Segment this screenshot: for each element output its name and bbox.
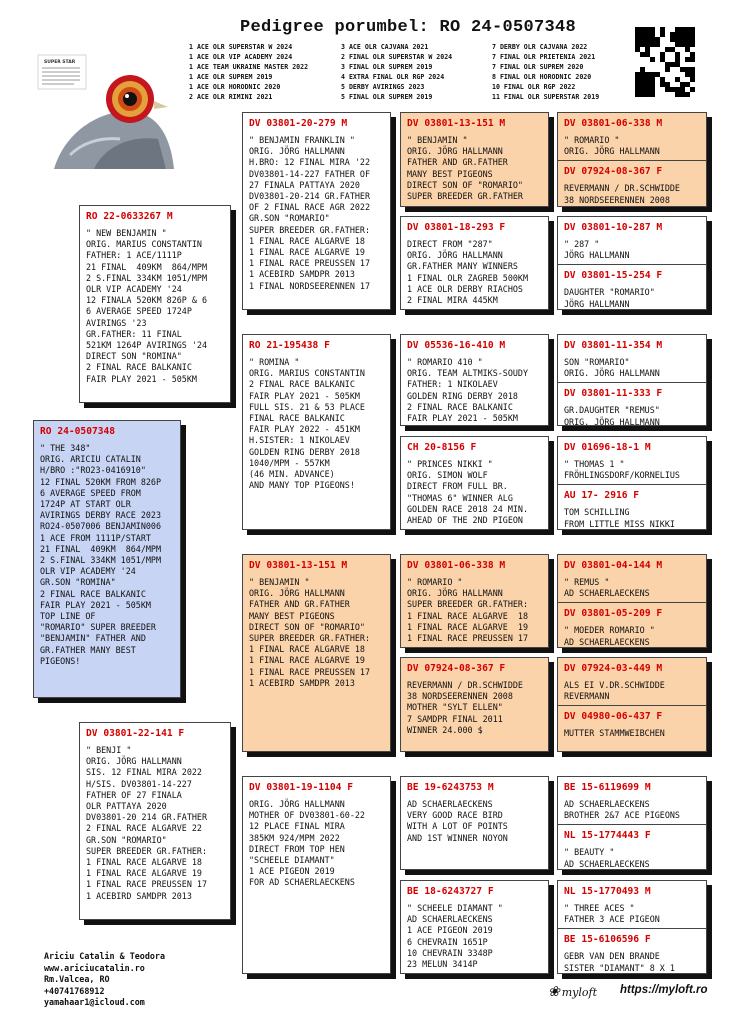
pigeon-card-pair-3	[557, 334, 707, 426]
pigeon-info: " 287 " JÖRG HALLMANN	[564, 239, 630, 261]
pigeon-info: GEBR VAN DEN BRANDE SISTER "DIAMANT" 8 X 1	[564, 951, 675, 973]
achievement-line: 10 FINAL OLR RGP 2022	[492, 82, 576, 91]
achievement-line: 5 DERBY AVIRINGS 2023	[341, 82, 425, 91]
myloft-brand	[548, 984, 597, 1000]
pigeon-card-dsd	[400, 657, 549, 752]
pigeon-card-dam	[79, 722, 231, 920]
ring-number: DV 03801-06-338 M	[407, 560, 506, 571]
ring-number: BE 15-6106596 F	[564, 934, 651, 946]
ring-number: RO 21-195438 F	[249, 340, 330, 351]
logo-text: SUPER STAR	[44, 60, 76, 65]
ring-number: DV 07924-08-367 F	[407, 663, 506, 674]
pigeon-info: MUTTER STAMMWEIBCHEN	[564, 728, 665, 739]
pigeon-info: " PRINCES NIKKI " ORIG. SIMON WOLF DIRECT FROM FULL BR. "THOMAS 6" WINNER ALG GOLDEN RACE 2018 24 MIN. AHEAD OF THE 2ND PIGEON	[407, 459, 529, 526]
pigeon-card-dds	[400, 776, 549, 870]
website-link[interactable]: www.ariciucatalin.ro	[44, 962, 145, 973]
achievement-line: 5 FINAL OLR SUPREM 2019	[341, 92, 433, 101]
pigeon-info: AD SCHAERLAECKENS BROTHER 2&7 ACE PIGEONS	[564, 799, 680, 821]
pigeon-info: " BENJAMIN FRANKLIN " ORIG. JÖRG HALLMANN H.BRO: 12 FINAL MIRA '22 DV03801-14-227 FATHER OF 27 FINALA PATTAYA 2020 DV03801-20-214 GR.FATHER OF 2 FINAL RACE AGR 2022 GR.SON "ROMARIO" SUPER BREEDER GR.FATHER: 1 FINAL RACE ALGARVE 18 1 FINAL RACE ALGARVE 19 1 FINAL RACE PREUSSEN 17 1 ACEBIRD SAMDPR 2013 1 FINAL NORDSEERENNEN 17	[249, 135, 371, 291]
pigeon-info: " BEAUTY " AD SCHAERLAECKENS	[564, 847, 650, 869]
pigeon-card-main	[33, 420, 181, 698]
pigeon-info: ALS EI V.DR.SCHWIDDE REVERMANN	[564, 680, 665, 702]
ring-number: BE 18-6243727 F	[407, 886, 494, 897]
pigeon-info: DIRECT FROM "287" ORIG. JÖRG HALLMANN GR.FATHER MANY WINNERS 1 FINAL OLR ZAGREB 500KM 1 ACE OLR DERBY RIACHOS 2 FINAL MIRA 445KM	[407, 239, 529, 306]
pigeon-card-sire-sire	[242, 112, 391, 310]
pigeon-card-dam-dam	[242, 776, 391, 974]
ring-number: DV 05536-16-410 M	[407, 340, 506, 351]
pigeon-info: AD SCHAERLAECKENS VERY GOOD RACE BIRD WITH A LOT OF POINTS AND 1ST WINNER NOYON	[407, 799, 508, 843]
pigeon-info: " NEW BENJAMIN " ORIG. MARIUS CONSTANTIN FATHER: 1 ACE/1111P 21 FINAL 409KM 864/MPM 2 S.FINAL 334KM 1051/MPM OLR VIP ACADEMY '24 12 FINALA 520KM 826P & 6 6 AVERAGE SPEED 1724P AVIRINGS '23 GR.FATHER: 11 FINAL 521KM 1264P AVIRINGS '24 DIRECT SON "ROMINA" 2 FINAL RACE BALKANIC FAIR PLAY 2021 - 505KM	[86, 228, 208, 384]
ring-number: RO 24-0507348	[40, 426, 116, 437]
achievement-line: 2 ACE OLR RIMINI 2021	[189, 92, 273, 101]
pigeon-info: " MOEDER ROMARIO " AD SCHAERLAECKENS	[564, 625, 655, 647]
ring-number: RO 22-0633267 M	[86, 211, 173, 222]
ring-number: DV 03801-15-254 F	[564, 270, 663, 282]
pigeon-card-pair-2	[557, 216, 707, 310]
ring-number: DV 03801-04-144 M	[564, 560, 663, 571]
pigeon-info: REVERMANN / DR.SCHWIDDE 38 NORDSEERENNEN 2008	[564, 183, 680, 205]
ring-number: CH 20-8156 F	[407, 442, 477, 453]
achievement-line: 7 FINAL OLR PRIETENIA 2021	[492, 52, 596, 61]
pigeon-info: " ROMINA " ORIG. MARIUS CONSTANTIN 2 FINAL RACE BALKANIC FAIR PLAY 2021 - 505KM FULL SIS. 21 & 53 PLACE FINAL RACE BALKANIC FAIR PLAY 2022 - 451KM H.SISTER: 1 NIKOLAEV GOLDEN RING DERBY 2018 1040/MPM - 557KM (46 MIN. ADVANCE) AND MANY TOP PIGEONS!	[249, 357, 365, 491]
pigeon-info: REVERMANN / DR.SCHWIDDE 38 NORDSEERENNEN 2008 MOTHER "SYLT ELLEN" 7 SAMDPR FINAL 2011 WINNER 24.000 $	[407, 680, 523, 735]
email-address[interactable]: yamahaar1@icloud.com	[44, 997, 145, 1008]
ring-number: DV 03801-19-1104 F	[249, 782, 353, 793]
pigeon-card-sss	[400, 112, 549, 207]
pigeon-info: " ROMARIO " ORIG. JÖRG HALLMANN SUPER BREEDER GR.FATHER: 1 FINAL RACE ALGARVE 18 1 FINAL RACE ALGARVE 19 1 FINAL RACE PREUSSEN 17	[407, 577, 529, 644]
pigeon-card-sire	[79, 205, 231, 403]
ring-number: DV 03801-11-333 F	[564, 388, 663, 400]
breeder-name: Ariciu Catalin & Teodora	[44, 951, 166, 961]
ring-number: DV 01696-18-1 M	[564, 442, 651, 453]
ring-number: BE 19-6243753 M	[407, 782, 494, 793]
achievement-line: 1 ACE OLR VIP ACADEMY 2024	[189, 52, 293, 61]
ring-number: BE 15-6119699 M	[564, 782, 651, 793]
pigeon-card-dss	[400, 554, 549, 648]
pigeon-card-pair-5	[557, 554, 707, 648]
pigeon-info: " THE 348" ORIG. ARICIU CATALIN H/BRO :"RO23-0416910" 12 FINAL 520KM FROM 826P 6 AVERAGE SPEED FROM 1724P AT START OLR AVIRINGS DERBY RACE 2023 RO24-0507006 BENJAMIN006 1 ACE FROM 1111P/START 21 FINAL 409KM 864/MPM 2 S.FINAL 334KM 1051/MPM OLR VIP ACADEMY '24 GR.SON "ROMINA" 2 FINAL RACE BALKANIC FAIR PLAY 2021 - 505KM TOP LINE OF "ROMARIO" SUPER BREEDER "BENJAMIN" FATHER AND GR.FATHER MANY BEST PIGEONS!	[40, 443, 162, 666]
pigeon-info: GR.DAUGHTER "REMUS" ORIG. JÖRG HALLMANN	[564, 405, 660, 426]
ring-number: DV 03801-22-141 F	[86, 728, 185, 739]
pigeon-info: " THREE ACES " FATHER 3 ACE PIGEON	[564, 903, 660, 925]
pigeon-info: " REMUS " AD SCHAERLAECKENS	[564, 577, 650, 599]
pigeon-card-pair-1	[557, 112, 707, 207]
ring-number: NL 15-1774443 F	[564, 830, 651, 842]
ring-number: DV 03801-05-209 F	[564, 608, 663, 620]
achievement-line: 8 FINAL OLR HORODNIC 2020	[492, 72, 592, 81]
pigeon-card-ddd	[400, 880, 549, 974]
pigeon-card-sdd	[400, 436, 549, 530]
pigeon-card-pair-7	[557, 776, 707, 870]
pigeon-card-sire-dam	[242, 334, 391, 530]
ring-number: DV 03801-20-279 M	[249, 118, 348, 129]
pigeon-card-pair-8	[557, 880, 707, 974]
ring-number: DV 03801-13-151 M	[407, 118, 506, 129]
pigeon-card-pair-4	[557, 436, 707, 530]
pigeon-info: TOM SCHILLING FROM LITTLE MISS NIKKI	[564, 507, 675, 529]
achievement-line: 1 ACE TEAM UKRAINE MASTER 2022	[189, 62, 309, 71]
ring-number: DV 03801-18-293 F	[407, 222, 506, 233]
ring-number: DV 03801-11-354 M	[564, 340, 663, 351]
myloft-brand-text: myloft	[561, 986, 598, 999]
pigeon-info: " BENJAMIN " ORIG. JÖRG HALLMANN FATHER AND GR.FATHER MANY BEST PIGEONS DIRECT SON OF "ROMARIO" SUPER BREEDER GR.FATHER: 1 FINAL RACE ALGARVE 18 1 FINAL RACE ALGARVE 19 1 FINAL RACE PREUSSEN 17 1 ACEBIRD SAMDPR 2013	[249, 577, 371, 688]
ring-number: AU 17- 2916 F	[564, 490, 640, 502]
pigeon-info: SON "ROMARIO" ORIG. JÖRG HALLMANN	[564, 357, 660, 379]
myloft-wing-icon: ❀	[548, 984, 560, 1000]
pigeon-info: " BENJAMIN " ORIG. JÖRG HALLMANN FATHER AND GR.FATHER MANY BEST PIGEONS DIRECT SON OF "ROMARIO" SUPER BREEDER GR.FATHER	[407, 135, 523, 202]
pigeon-card-dam-sire	[242, 554, 391, 752]
achievements-col2	[341, 43, 452, 102]
pigeon-info: " SCHEELE DIAMANT " AD SCHAERLAECKENS 1 ACE PIGEON 2019 6 CHEVRAIN 1651P 10 CHEVRAIN 3348P 23 MELUN 3414P	[407, 903, 503, 970]
ring-number: DV 04980-06-437 F	[564, 711, 663, 723]
pigeon-info: " ROMARIO 410 " ORIG. TEAM ALTMIKS-SOUDY FATHER: 1 NIKOLAEV GOLDEN RING DERBY 2018 2 FINAL RACE BALKANIC FAIR PLAY 2021 - 505KM	[407, 357, 529, 424]
ring-number: DV 03801-13-151 M	[249, 560, 348, 571]
contact-info	[44, 951, 165, 1009]
achievement-line: 7 FINAL OLR SUPREM 2020	[492, 62, 584, 71]
pigeon-info: DAUGHTER "ROMARIO" JÖRG HALLMANN	[564, 287, 655, 309]
pigeon-info: " THOMAS 1 " FRÖHLINGSDORF/KORNELIUS	[564, 459, 680, 481]
ring-number: DV 07924-08-367 F	[564, 166, 663, 178]
achievement-line: 1 ACE OLR SUPERSTAR W 2024	[189, 43, 293, 51]
achievement-line: 7 DERBY OLR CAJVANA 2022	[492, 43, 588, 51]
ring-number: DV 07924-03-449 M	[564, 663, 663, 674]
phone-number[interactable]: +40741768912	[44, 985, 105, 996]
achievements-col3	[492, 43, 599, 102]
pigeon-card-ssd	[400, 216, 549, 310]
achievement-line: 11 FINAL OLR SUPERSTAR 2019	[492, 92, 600, 101]
achievements-col1	[189, 43, 308, 102]
page-title: Pedigree porumbel: RO 24-0507348	[239, 18, 577, 37]
achievement-line: 3 ACE OLR CAJVANA 2021	[341, 43, 429, 51]
achievement-line: 2 FINAL OLR SUPERSTAR W 2024	[341, 52, 453, 61]
achievement-line: 1 ACE OLR SUPREM 2019	[189, 72, 273, 81]
pigeon-info: ORIG. JÖRG HALLMANN MOTHER OF DV03801-60-22 12 PLACE FINAL MIRA 385KM 924/MPM 2022 DIRECT FROM TOP HEN "SCHEELE DIAMANT" 1 ACE PIGEON 2019 FOR AD SCHAERLAECKENS	[249, 799, 365, 888]
ring-number: DV 03801-06-338 M	[564, 118, 663, 129]
myloft-site-link[interactable]: https://myloft.ro	[620, 984, 708, 996]
location: Rm.Valcea, RO	[44, 974, 110, 985]
achievement-line: 1 ACE OLR HORODNIC 2020	[189, 82, 281, 91]
achievement-line: 3 FINAL OLR SUPREM 2019	[341, 62, 433, 71]
achievement-line: 4 EXTRA FINAL OLR RGP 2024	[341, 72, 445, 81]
ring-number: NL 15-1770493 M	[564, 886, 651, 897]
pigeon-card-pair-6	[557, 657, 707, 752]
pigeon-card-sds	[400, 334, 549, 426]
pigeon-info: " ROMARIO " ORIG. JÖRG HALLMANN	[564, 135, 660, 157]
qr-code-icon	[635, 27, 695, 97]
ring-number: DV 03801-10-287 M	[564, 222, 663, 233]
pigeon-logo	[34, 51, 179, 169]
pigeon-info: " BENJI " ORIG. JÖRG HALLMANN SIS. 12 FINAL MIRA 2022 H/SIS. DV03801-14-227 FATHER OF 27 FINALA OLR PATTAYA 2020 DV03801-20 214 GR.FATHER 2 FINAL RACE ALGARVE 22 GR.SON "ROMARIO" SUPER BREEDER GR.FATHER: 1 FINAL RACE ALGARVE 18 1 FINAL RACE ALGARVE 19 1 FINAL RACE PREUSSEN 17 1 ACEBIRD SAMDPR 2013	[86, 745, 208, 901]
